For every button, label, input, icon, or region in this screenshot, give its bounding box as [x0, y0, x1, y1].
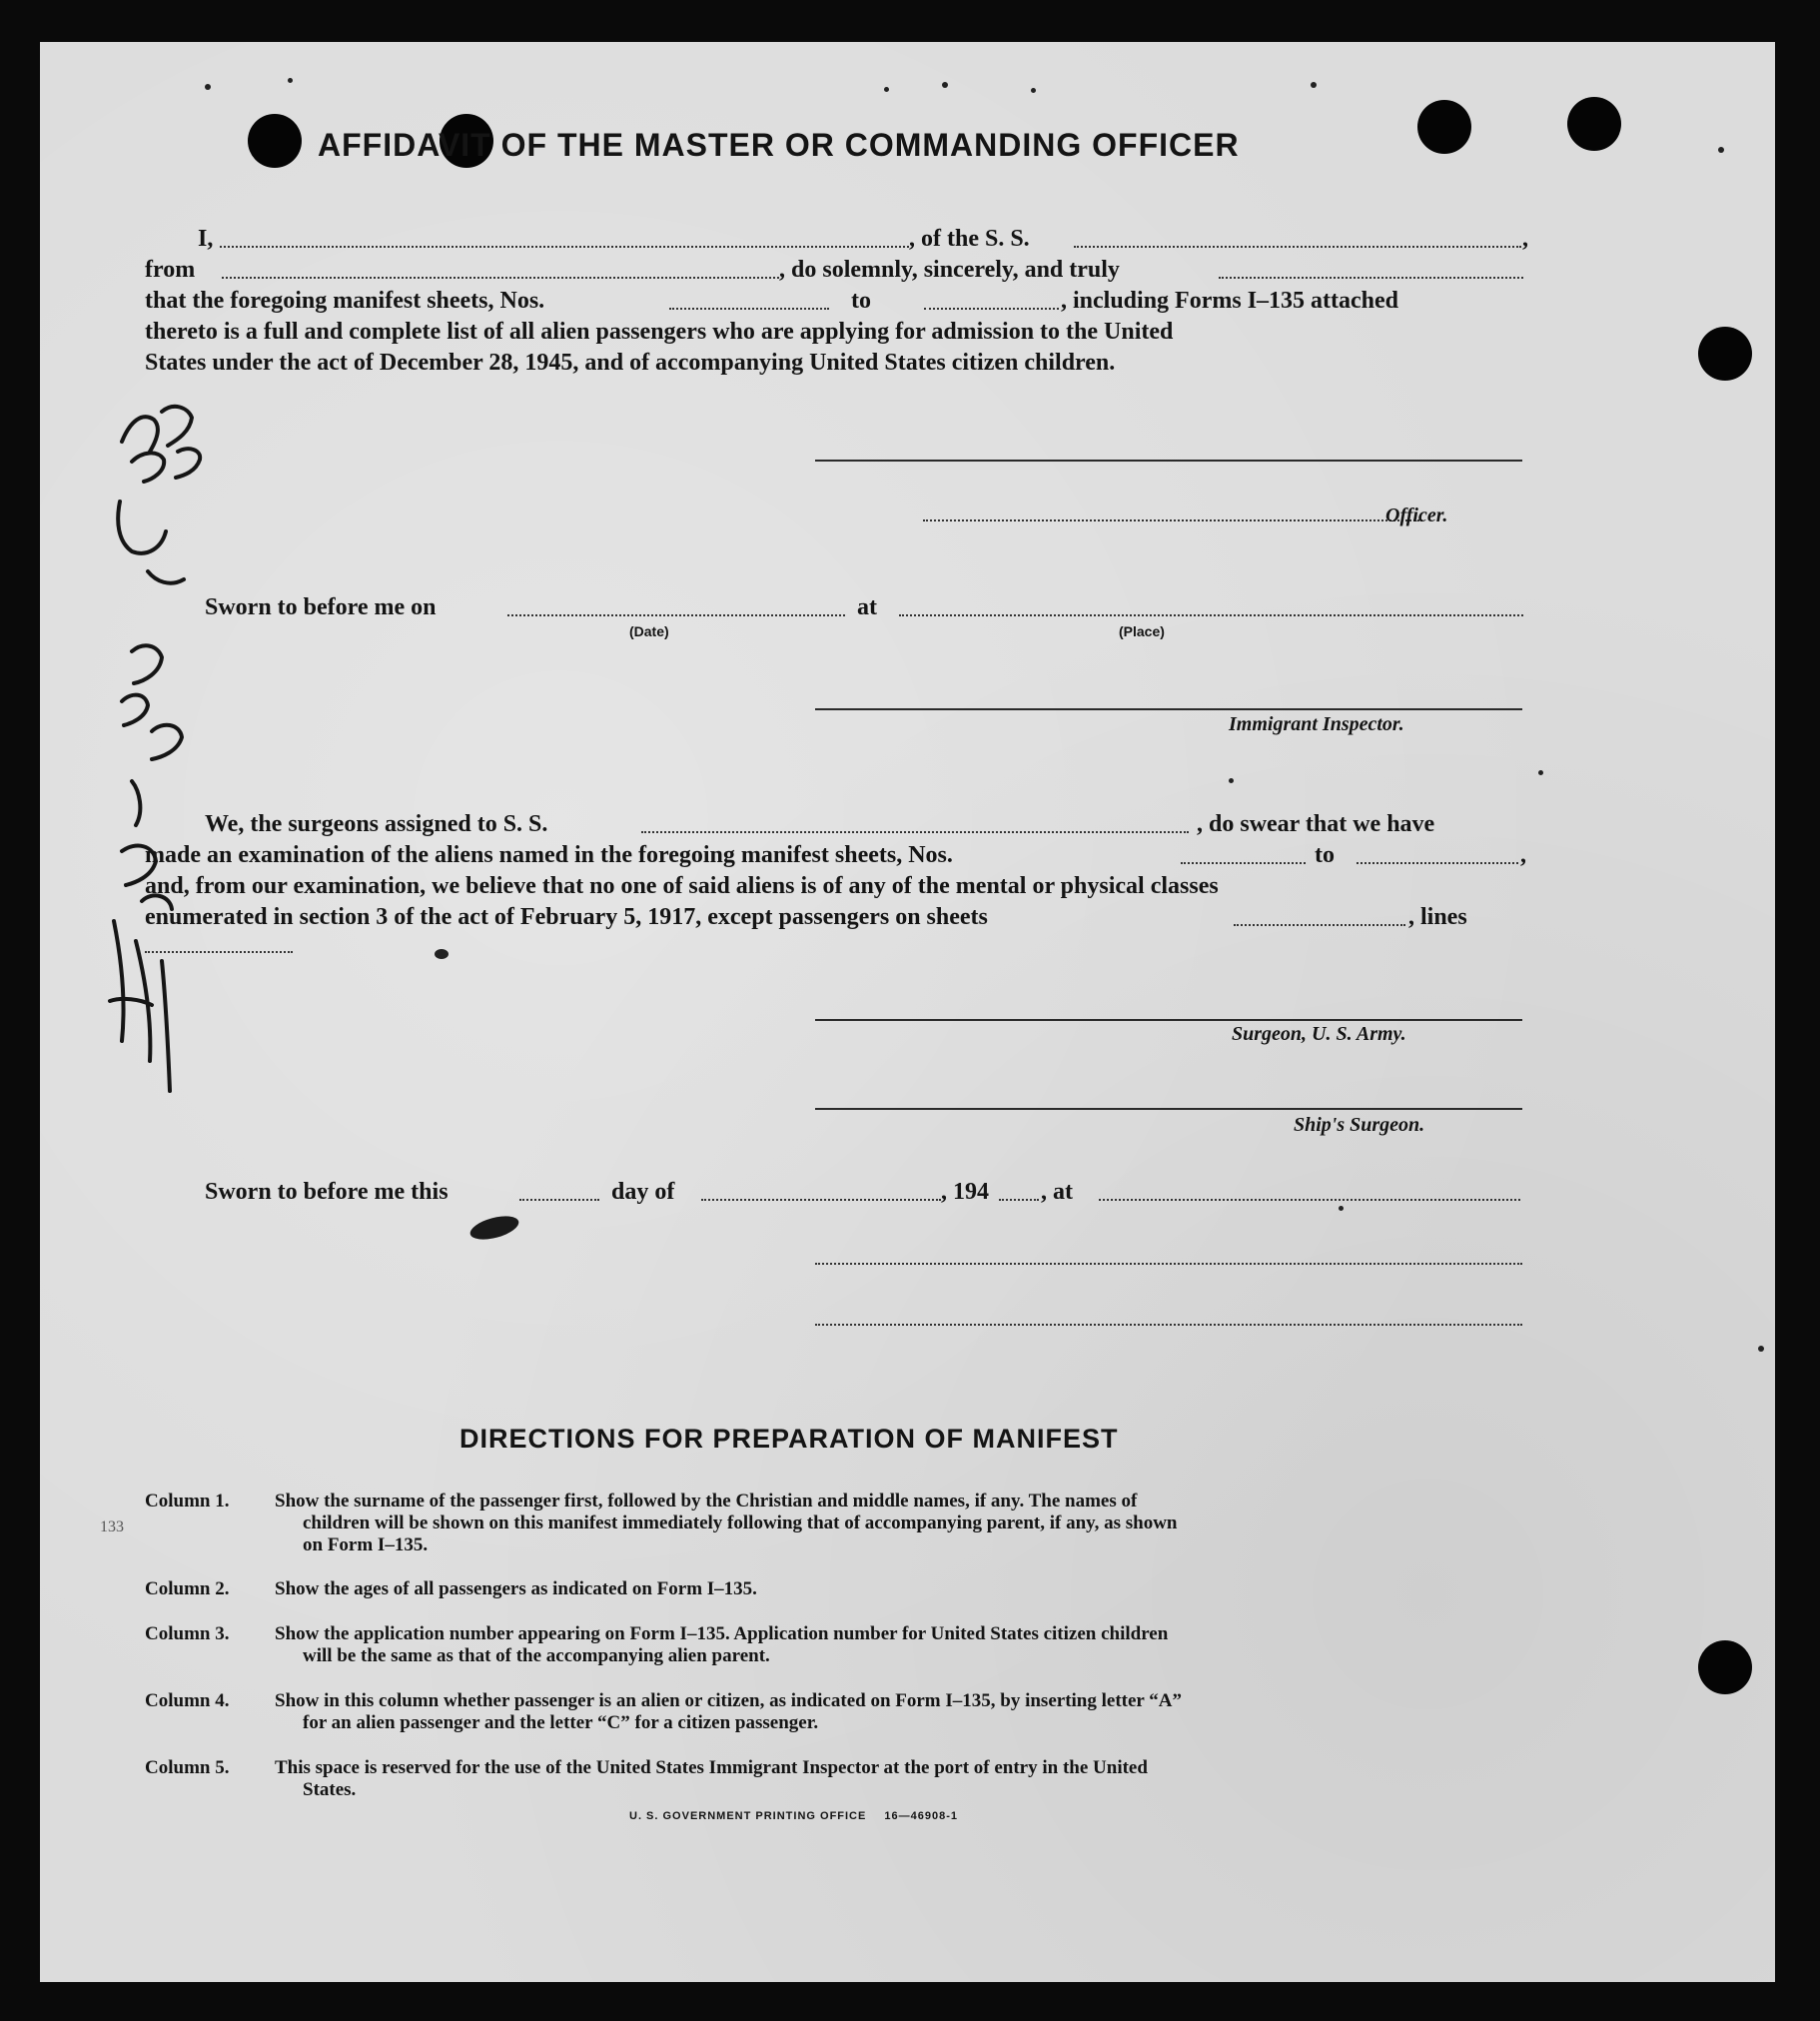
text-including-forms: , including Forms I–135 attached	[1061, 288, 1399, 314]
text-sworn-this: Sworn to before me this	[205, 1179, 449, 1205]
direction-text: This space is reserved for the use of the United States Immigrant Inspector at the port of entry in the United	[275, 1757, 1148, 1778]
direction-text: on Form I–135.	[303, 1534, 429, 1555]
text-comma: ,	[1520, 842, 1526, 868]
text-of-ss: , of the S. S.	[909, 226, 1030, 252]
handwritten-annotation	[92, 402, 222, 1106]
affidavit-line-1	[40, 226, 1775, 258]
text-comma: ,	[1522, 226, 1528, 252]
margin-stamp: 133	[100, 1518, 124, 1535]
direction-item-column-4	[145, 1690, 1533, 1734]
text-to: to	[851, 288, 871, 314]
surgeons-line-3	[40, 873, 1775, 905]
text-194: , 194	[941, 1179, 989, 1205]
affidavit-line-4	[40, 319, 1775, 351]
ship-surgeon-signature-line[interactable]	[815, 1108, 1522, 1110]
direction-item-column-5	[145, 1757, 1533, 1801]
form-code: 16—46908-1	[884, 1810, 959, 1822]
affidavit-line-3	[40, 288, 1775, 320]
name-field[interactable]	[220, 226, 909, 248]
column-label: Column 4.	[145, 1690, 230, 1711]
direction-item-column-1	[145, 1491, 1533, 1556]
army-surgeon-label: Surgeon, U. S. Army.	[1232, 1023, 1406, 1045]
sworn-line-2	[40, 1179, 1775, 1211]
column-label: Column 3.	[145, 1623, 230, 1644]
direction-text: Show the ages of all passengers as indicated on Form I–135.	[275, 1578, 757, 1599]
direction-item-column-2	[145, 1578, 1533, 1600]
sheet-to-field[interactable]	[924, 288, 1059, 310]
date-caption: (Date)	[629, 623, 669, 639]
affidavit-line-5	[40, 350, 1775, 382]
surgeons-line-4	[40, 904, 1775, 936]
officer-title-line[interactable]	[923, 519, 1422, 521]
text-from: from	[145, 257, 196, 283]
place-field[interactable]	[899, 594, 1523, 616]
direction-text: States.	[303, 1779, 357, 1800]
text-day-of: day of	[611, 1179, 675, 1205]
column-label: Column 5.	[145, 1757, 230, 1778]
witness-line-1[interactable]	[815, 1263, 1522, 1265]
printing-office-imprint	[629, 1810, 958, 1822]
year-field[interactable]	[999, 1179, 1039, 1201]
surgeon-ship-field[interactable]	[641, 811, 1189, 833]
text-at: , at	[1041, 1179, 1073, 1205]
officer-label: Officer.	[1385, 505, 1448, 526]
army-surgeon-signature-line[interactable]	[815, 1019, 1522, 1021]
direction-item-column-3	[145, 1623, 1533, 1667]
text-solemnly: , do solemnly, sincerely, and truly	[779, 257, 1120, 283]
text-at: at	[857, 594, 877, 620]
day-field[interactable]	[519, 1179, 599, 1201]
except-sheets-field[interactable]	[1234, 904, 1405, 926]
direction-text: Show the surname of the passenger first, followed by the Christian and middle names, if any. The names of	[275, 1491, 1138, 1512]
text-do-swear: , do swear that we have	[1197, 811, 1435, 837]
punch-hole	[1698, 1640, 1752, 1694]
document-page	[40, 42, 1775, 1982]
inspector-signature-line[interactable]	[815, 708, 1522, 710]
surgeons-line-2	[40, 842, 1775, 874]
text-made-examination: made an examination of the aliens named in the foregoing manifest sheets, Nos.	[145, 842, 953, 868]
text-to: to	[1315, 842, 1335, 868]
sworn-line-1	[40, 594, 1775, 626]
text-sworn: Sworn to before me on	[205, 594, 437, 620]
punch-hole	[1417, 100, 1471, 154]
oath-field[interactable]	[1219, 257, 1523, 279]
text-from-examination: and, from our examination, we believe that no one of said aliens is of any of the mental or physical classes	[145, 873, 1219, 899]
punch-hole	[1567, 97, 1621, 151]
sheet-from-field[interactable]	[669, 288, 829, 310]
text-thereto: thereto is a full and complete list of all alien passengers who are applying for admission to the United	[145, 319, 1174, 345]
ship-surgeon-label: Ship's Surgeon.	[1294, 1114, 1425, 1136]
direction-text: Show in this column whether passenger is an alien or citizen, as indicated on Form I–135, by inserting letter “A”	[275, 1690, 1182, 1711]
officer-signature-line[interactable]	[815, 460, 1522, 462]
surgeons-line-1	[40, 811, 1775, 843]
punch-hole	[248, 114, 302, 168]
sworn-place-field[interactable]	[1099, 1179, 1520, 1201]
port-field[interactable]	[222, 257, 779, 279]
ship-name-field[interactable]	[1074, 226, 1521, 248]
date-field[interactable]	[507, 594, 845, 616]
text-surgeons-assigned: We, the surgeons assigned to S. S.	[205, 811, 548, 837]
direction-text: will be the same as that of the accompanying alien parent.	[303, 1645, 770, 1666]
text-manifest-sheets: that the foregoing manifest sheets, Nos.	[145, 288, 545, 314]
text-states-act: States under the act of December 28, 1945, and of accompanying United States citizen children.	[145, 350, 1116, 376]
column-label: Column 1.	[145, 1491, 230, 1512]
month-field[interactable]	[701, 1179, 941, 1201]
direction-text: Show the application number appearing on Form I–135. Application number for United States citizen children	[275, 1623, 1169, 1644]
inspector-label: Immigrant Inspector.	[1229, 713, 1404, 735]
affidavit-title: AFFIDAVIT OF THE MASTER OR COMMANDING OFFICER	[318, 127, 1240, 163]
affidavit-line-2	[40, 257, 1775, 289]
text-enumerated: enumerated in section 3 of the act of February 5, 1917, except passengers on sheets	[145, 904, 988, 930]
printer-name: U. S. GOVERNMENT PRINTING OFFICE	[629, 1810, 867, 1822]
place-caption: (Place)	[1119, 623, 1165, 639]
exam-sheet-to-field[interactable]	[1357, 842, 1518, 864]
column-label: Column 2.	[145, 1578, 230, 1599]
direction-text: for an alien passenger and the letter “C” for a citizen passenger.	[303, 1712, 819, 1733]
text-lines: , lines	[1408, 904, 1467, 930]
witness-line-2[interactable]	[815, 1324, 1522, 1326]
direction-text: children will be shown on this manifest immediately following that of accompanying parent, if any, as shown	[303, 1513, 1178, 1533]
directions-title: DIRECTIONS FOR PREPARATION OF MANIFEST	[459, 1424, 1119, 1454]
text-i: I,	[198, 226, 214, 252]
exam-sheet-from-field[interactable]	[1181, 842, 1306, 864]
